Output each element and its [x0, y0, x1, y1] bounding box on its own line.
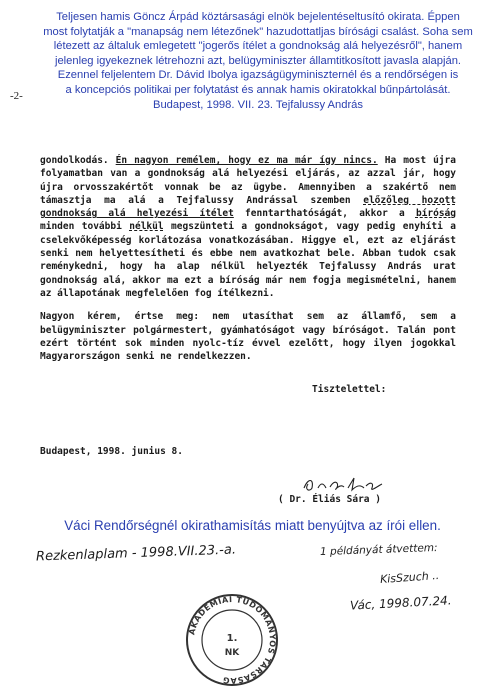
letter-paragraph-2: Nagyon kérem, értse meg: nem utasíthat sem az államfő, sem a belügyminiszter polgármestert, gyámhatóságot vagy bíróságot. Talán pont ezért történt sok minden nyolc-tíz évvel ezelőtt, hogy ilyen jogokkal Magyarországon senki ne rendelkezzen.	[40, 311, 456, 363]
footer-note: Váci Rendőrségnél okirathamisítás miatt benyújtva az írói ellen.	[64, 518, 441, 533]
round-stamp	[182, 593, 282, 687]
letter-date: Budapest, 1998. junius 8.	[40, 446, 183, 457]
receipt-handwriting: Rezkenlaplam - 1998.VII.23.-a.	[35, 542, 237, 565]
annotation-line: Budapest, 1998. VII. 23. Tejfalussy András	[152, 98, 363, 111]
annotation-line: Ezennel feljelentem Dr. Dávid Ibolya igazságügyminiszternél és a rendőrségen is	[57, 69, 459, 82]
stamp-code: NK	[224, 648, 240, 658]
copy-received-handwriting: 1 példányát átvettem:	[319, 541, 438, 559]
annotation-line: most folytatják a "manapság nem létezőnek" hazudottatljas bírósági csalást. Soha sem	[43, 25, 473, 38]
signer-name: ( Dr. Éliás Sára )	[278, 494, 381, 505]
place-date-handwriting: Vác, 1998.07.24.	[349, 593, 452, 613]
stamp-number: 1.	[226, 633, 238, 644]
page-number: -2-	[10, 90, 23, 102]
annotation-line: Teljesen hamis Göncz Árpád köztársasági elnök bejelentéseltusító okirata. Éppen	[56, 11, 460, 23]
signature	[300, 472, 390, 496]
letter-paragraph-1: gondolkodás. Én nagyon remélem, hogy ez ma már így nincs. Ha most újra folyamatban van a gondnokság alá helyezési eljárás, az azzal jár, hogy újra orvosszakértőt vonnak be az ügybe. Amennyiben a szakértő nem támasztja ma alá a Tejfalussy Andrással szemben előzőleg hozott gondnokság alá helyezési ítélet fenntarthatóságát, akkor a bíróság minden további nélkül megszünteti a gondnokságot, vagy pedig enyhíti a cselekvőképesség korlátozása vonatkozásában. Higgye el, ezt az eljárást senki nem helyettesítheti és ebbe nem avatkozhat bele. Abban tudok csak reménykedni, hogy ha alap nélkül helyezték Tejfalussy András urat gondnokság alá, akkor ma ezt a bíróság már nem fogja megismételni, hanem az állapotának megfelelően fog ítélkezni.	[40, 155, 456, 299]
letter-body	[40, 154, 456, 373]
annotation-line: létezett az általuk emlegetett "jogerős ítélet a gondnokság alá helyezésről", hanem	[53, 40, 463, 53]
receiver-name-handwriting: KisSzuch ..	[379, 568, 440, 587]
stamp-ring-text: AKADÉMIAI TUDOMÁNYOS TÁRSASÁG	[187, 594, 278, 686]
annotation-line: jelenleg igyekeznek létrehozni azt, belügyminiszter államtitkosított javasla alapján.	[54, 54, 462, 67]
annotation-line: a koncepciós politikai per folytatást és annak hamis okiratokkal bűnpártolását.	[65, 83, 451, 96]
annotation-block	[38, 10, 478, 112]
closing-salutation: Tisztelettel:	[312, 384, 387, 395]
